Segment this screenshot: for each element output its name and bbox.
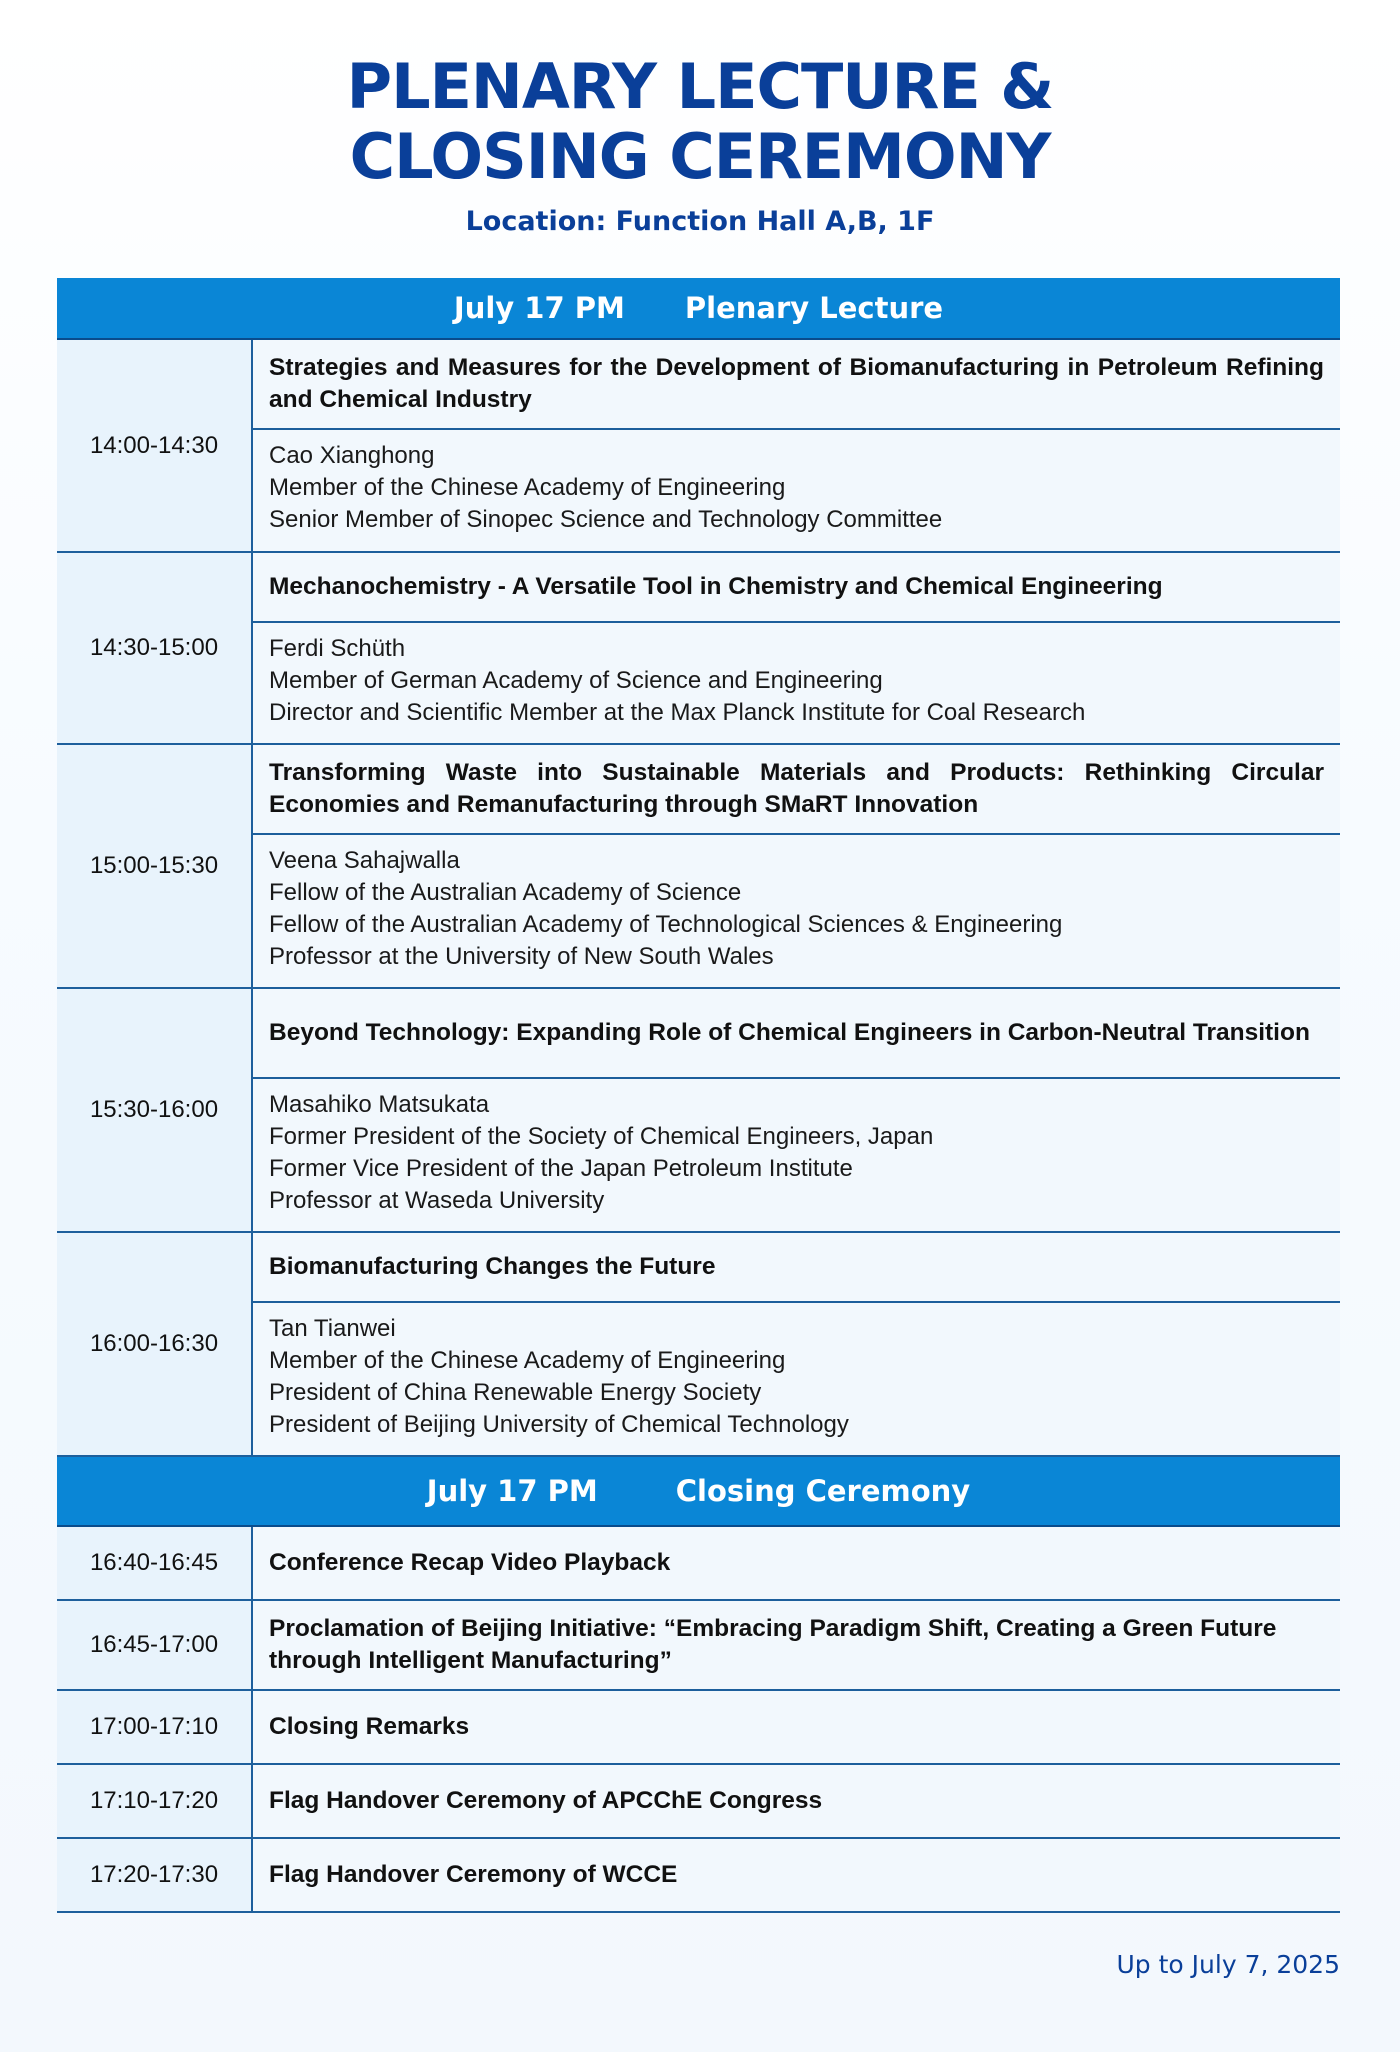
session-content (253, 1233, 1340, 1455)
schedule-table (57, 278, 1340, 1913)
ceremony-item: Proclamation of Beijing Initiative: “Embracing Paradigm Shift, Creating a Green Future through Intelligent Manufacturing” (253, 1601, 1340, 1689)
page-title (0, 52, 1400, 192)
speaker-name: Veena Sahajwalla (269, 847, 460, 874)
session-topic: Mechanochemistry - A Versatile Tool in Chemistry and Chemical Engineering (253, 553, 1340, 623)
speaker-name: Tan Tianwei (269, 1315, 396, 1342)
ceremony-item: Closing Remarks (253, 1691, 1340, 1763)
session-speaker-block (253, 1303, 1340, 1441)
speaker-title: Fellow of the Australian Academy of Science (269, 879, 742, 906)
session-row (57, 1233, 1340, 1457)
session-content (253, 745, 1340, 987)
session-row (57, 340, 1340, 553)
ceremony-item: Flag Handover Ceremony of WCCE (253, 1839, 1340, 1911)
ceremony-row (57, 1527, 1340, 1601)
speaker-name: Masahiko Matsukata (269, 1091, 490, 1118)
session-time: 16:00-16:30 (57, 1233, 253, 1455)
session-speaker-block (253, 1079, 1340, 1217)
footer-note: Up to July 7, 2025 (1116, 1950, 1340, 1979)
closing-label: Closing Ceremony (675, 1474, 971, 1508)
ceremony-row (57, 1691, 1340, 1765)
title-line-2: CLOSING CEREMONY (349, 120, 1051, 193)
session-time: 14:00-14:30 (57, 340, 253, 551)
speaker-name: Ferdi Schüth (269, 635, 406, 662)
ceremony-time: 17:10-17:20 (57, 1765, 253, 1837)
speaker-title: Former President of the Society of Chemical Engineers, Japan (269, 1123, 934, 1150)
plenary-label: Plenary Lecture (684, 291, 944, 325)
session-content (253, 553, 1340, 743)
session-topic: Strategies and Measures for the Development of Biomanufacturing in Petroleum Refining and Chemical Industry (253, 340, 1340, 430)
speaker-title: President of Beijing University of Chemical Technology (269, 1411, 849, 1438)
session-content (253, 340, 1340, 551)
speaker-title: Former Vice President of the Japan Petroleum Institute (269, 1155, 853, 1182)
speaker-title: Member of the Chinese Academy of Engineering (269, 1347, 786, 1374)
speaker-name: Cao Xianghong (269, 442, 435, 469)
speaker-title: Member of German Academy of Science and Engineering (269, 667, 883, 694)
session-time: 14:30-15:00 (57, 553, 253, 743)
closing-date: July 17 PM (426, 1474, 598, 1508)
location-label: Location: Function Hall A,B, 1F (465, 206, 935, 237)
plenary-section-header (57, 278, 1340, 340)
session-speaker-block (253, 430, 1340, 536)
ceremony-row (57, 1839, 1340, 1913)
ceremony-time: 17:00-17:10 (57, 1691, 253, 1763)
ceremony-item: Conference Recap Video Playback (253, 1527, 1340, 1599)
speaker-title: Professor at the University of New South Wales (269, 943, 774, 970)
session-topic: Transforming Waste into Sustainable Materials and Products: Rethinking Circular Economies and Remanufacturing through SMaRT Innovation (253, 745, 1340, 835)
session-content (253, 989, 1340, 1231)
speaker-title: Member of the Chinese Academy of Engineering (269, 474, 786, 501)
session-topic: Beyond Technology: Expanding Role of Chemical Engineers in Carbon-Neutral Transition (253, 989, 1340, 1079)
session-topic: Biomanufacturing Changes the Future (253, 1233, 1340, 1303)
session-row (57, 553, 1340, 745)
speaker-title: President of China Renewable Energy Society (269, 1379, 762, 1406)
closing-section-header (57, 1457, 1340, 1527)
plenary-date: July 17 PM (453, 291, 625, 325)
ceremony-time: 17:20-17:30 (57, 1839, 253, 1911)
session-time: 15:00-15:30 (57, 745, 253, 987)
speaker-title: Senior Member of Sinopec Science and Technology Committee (269, 506, 943, 533)
session-row (57, 989, 1340, 1233)
session-row (57, 745, 1340, 989)
session-speaker-block (253, 835, 1340, 973)
ceremony-row (57, 1601, 1340, 1691)
session-speaker-block (253, 623, 1340, 729)
speaker-title: Director and Scientific Member at the Max Planck Institute for Coal Research (269, 699, 1086, 726)
ceremony-item: Flag Handover Ceremony of APCChE Congress (253, 1765, 1340, 1837)
ceremony-time: 16:45-17:00 (57, 1601, 253, 1689)
ceremony-row (57, 1765, 1340, 1839)
ceremony-time: 16:40-16:45 (57, 1527, 253, 1599)
title-line-1: PLENARY LECTURE & (346, 50, 1054, 123)
speaker-title: Fellow of the Australian Academy of Technological Sciences & Engineering (269, 911, 1063, 938)
session-time: 15:30-16:00 (57, 989, 253, 1231)
speaker-title: Professor at Waseda University (269, 1187, 605, 1214)
